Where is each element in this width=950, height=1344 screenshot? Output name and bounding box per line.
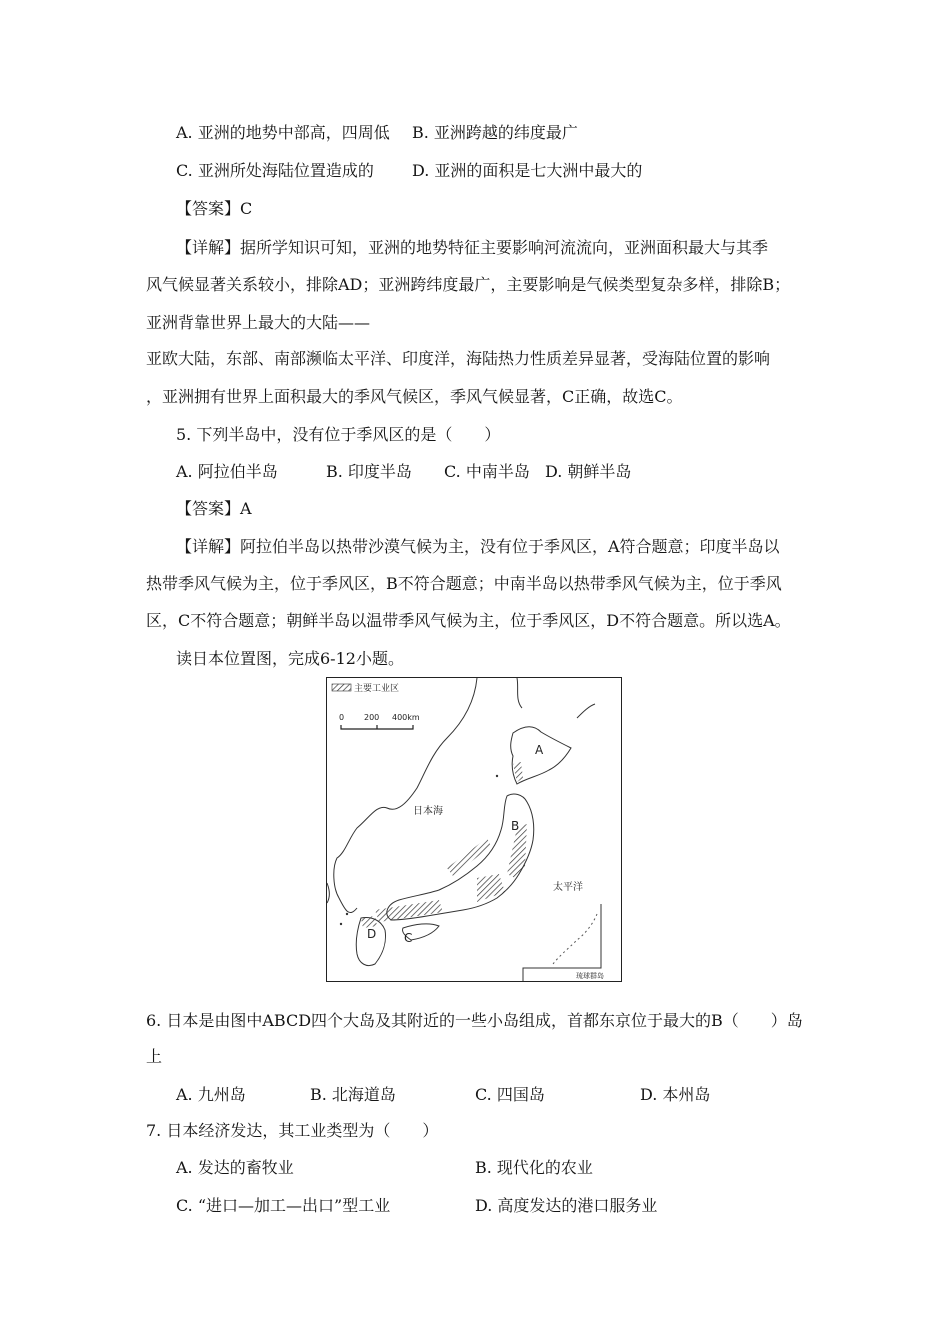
q5-answer: 【答案】A <box>176 499 252 518</box>
q4-option-a: A. 亚洲的地势中部高，四周低 <box>176 123 390 142</box>
q7-option-c: C. “进口—加工—出口”型工业 <box>176 1196 391 1215</box>
sakhalin-coast <box>517 678 522 708</box>
q4-explanation-line: ，亚洲拥有世界上面积最大的季风气候区，季风气候显著，C正确，故选C。 <box>146 387 683 406</box>
island-label-c: C <box>404 931 413 945</box>
scale-bar <box>341 725 413 729</box>
island-dot <box>496 775 498 777</box>
sea-of-japan-label: 日本海 <box>413 806 443 817</box>
q5-option-a: A. 阿拉伯半岛 <box>176 462 278 481</box>
island-dot <box>340 923 342 925</box>
q4-option-d: D. 亚洲的面积是七大洲中最大的 <box>412 161 643 180</box>
q5-explanation-line: 热带季风气候为主，位于季风区，B不符合题意；中南半岛以热带季风气候为主，位于季风 <box>146 574 782 593</box>
pacific-ocean-label: 太平洋 <box>553 882 583 893</box>
q4-option-c: C. 亚洲所处海陆位置造成的 <box>176 161 374 180</box>
q6-question-cont: 上 <box>146 1047 163 1066</box>
q6-option-c: C. 四国岛 <box>475 1085 545 1104</box>
scale-label-200: 200 <box>364 713 380 722</box>
island-dot <box>346 913 348 915</box>
ryukyu-inset-frame <box>523 904 601 981</box>
legend-label: 主要工业区 <box>354 684 400 694</box>
q7-question: 7. 日本经济发达，其工业类型为（ ） <box>146 1121 439 1140</box>
q5-explanation-line: 区，C不符合题意；朝鲜半岛以温带季风气候为主，位于季风区，D不符合题意。所以选A。 <box>146 611 791 630</box>
q7-option-b: B. 现代化的农业 <box>475 1158 593 1177</box>
q4-answer: 【答案】C <box>176 199 253 218</box>
legend-hatch-swatch <box>332 684 351 691</box>
map-intro: 读日本位置图，完成6-12小题。 <box>176 649 404 668</box>
q5-option-c: C. 中南半岛 <box>444 462 530 481</box>
q7-option-d: D. 高度发达的港口服务业 <box>475 1196 658 1215</box>
q4-explanation-line: 风气候显著关系较小，排除AD；亚洲跨纬度最广，主要影响是气候类型复杂多样，排除B； <box>146 275 791 294</box>
q4-explanation-line: 亚洲背靠世界上最大的大陆—— <box>146 313 371 332</box>
q5-option-d: D. 朝鲜半岛 <box>545 462 632 481</box>
q6-option-b: B. 北海道岛 <box>310 1085 396 1104</box>
q6-option-a: A. 九州岛 <box>176 1085 246 1104</box>
q4-explanation-line: 亚欧大陆，东部、南部濒临太平洋、印度洋，海陆热力性质差异显著，受海陆位置的影响 <box>146 349 771 368</box>
q7-option-a: A. 发达的畜牧业 <box>176 1158 294 1177</box>
q5-question: 5. 下列半岛中，没有位于季风区的是（ ） <box>176 425 501 444</box>
kuril-islands <box>577 704 595 718</box>
ryukyu-islands <box>553 914 597 964</box>
island-label-a: A <box>535 743 544 757</box>
scale-label-0: 0 <box>339 713 345 722</box>
q6-question: 6. 日本是由图中ABCD四个大岛及其附近的一些小岛组成，首都东京位于最大的B（ ）岛 <box>146 1011 803 1030</box>
q5-explanation-line: 【详解】阿拉伯半岛以热带沙漠气候为主，没有位于季风区，A符合题意；印度半岛以 <box>176 537 780 556</box>
japan-map <box>326 677 622 982</box>
q4-explanation-line: 【详解】据所学知识可知，亚洲的地势特征主要影响河流流向，亚洲面积最大与其季 <box>176 238 769 257</box>
scale-label-400: 400km <box>392 713 420 722</box>
island-label-d: D <box>367 927 377 941</box>
island-label-b: B <box>511 819 520 833</box>
ryukyu-label: 琉球群岛 <box>576 972 604 980</box>
q4-option-b: B. 亚洲跨越的纬度最广 <box>412 123 578 142</box>
q5-option-b: B. 印度半岛 <box>326 462 412 481</box>
q6-option-d: D. 本州岛 <box>640 1085 711 1104</box>
